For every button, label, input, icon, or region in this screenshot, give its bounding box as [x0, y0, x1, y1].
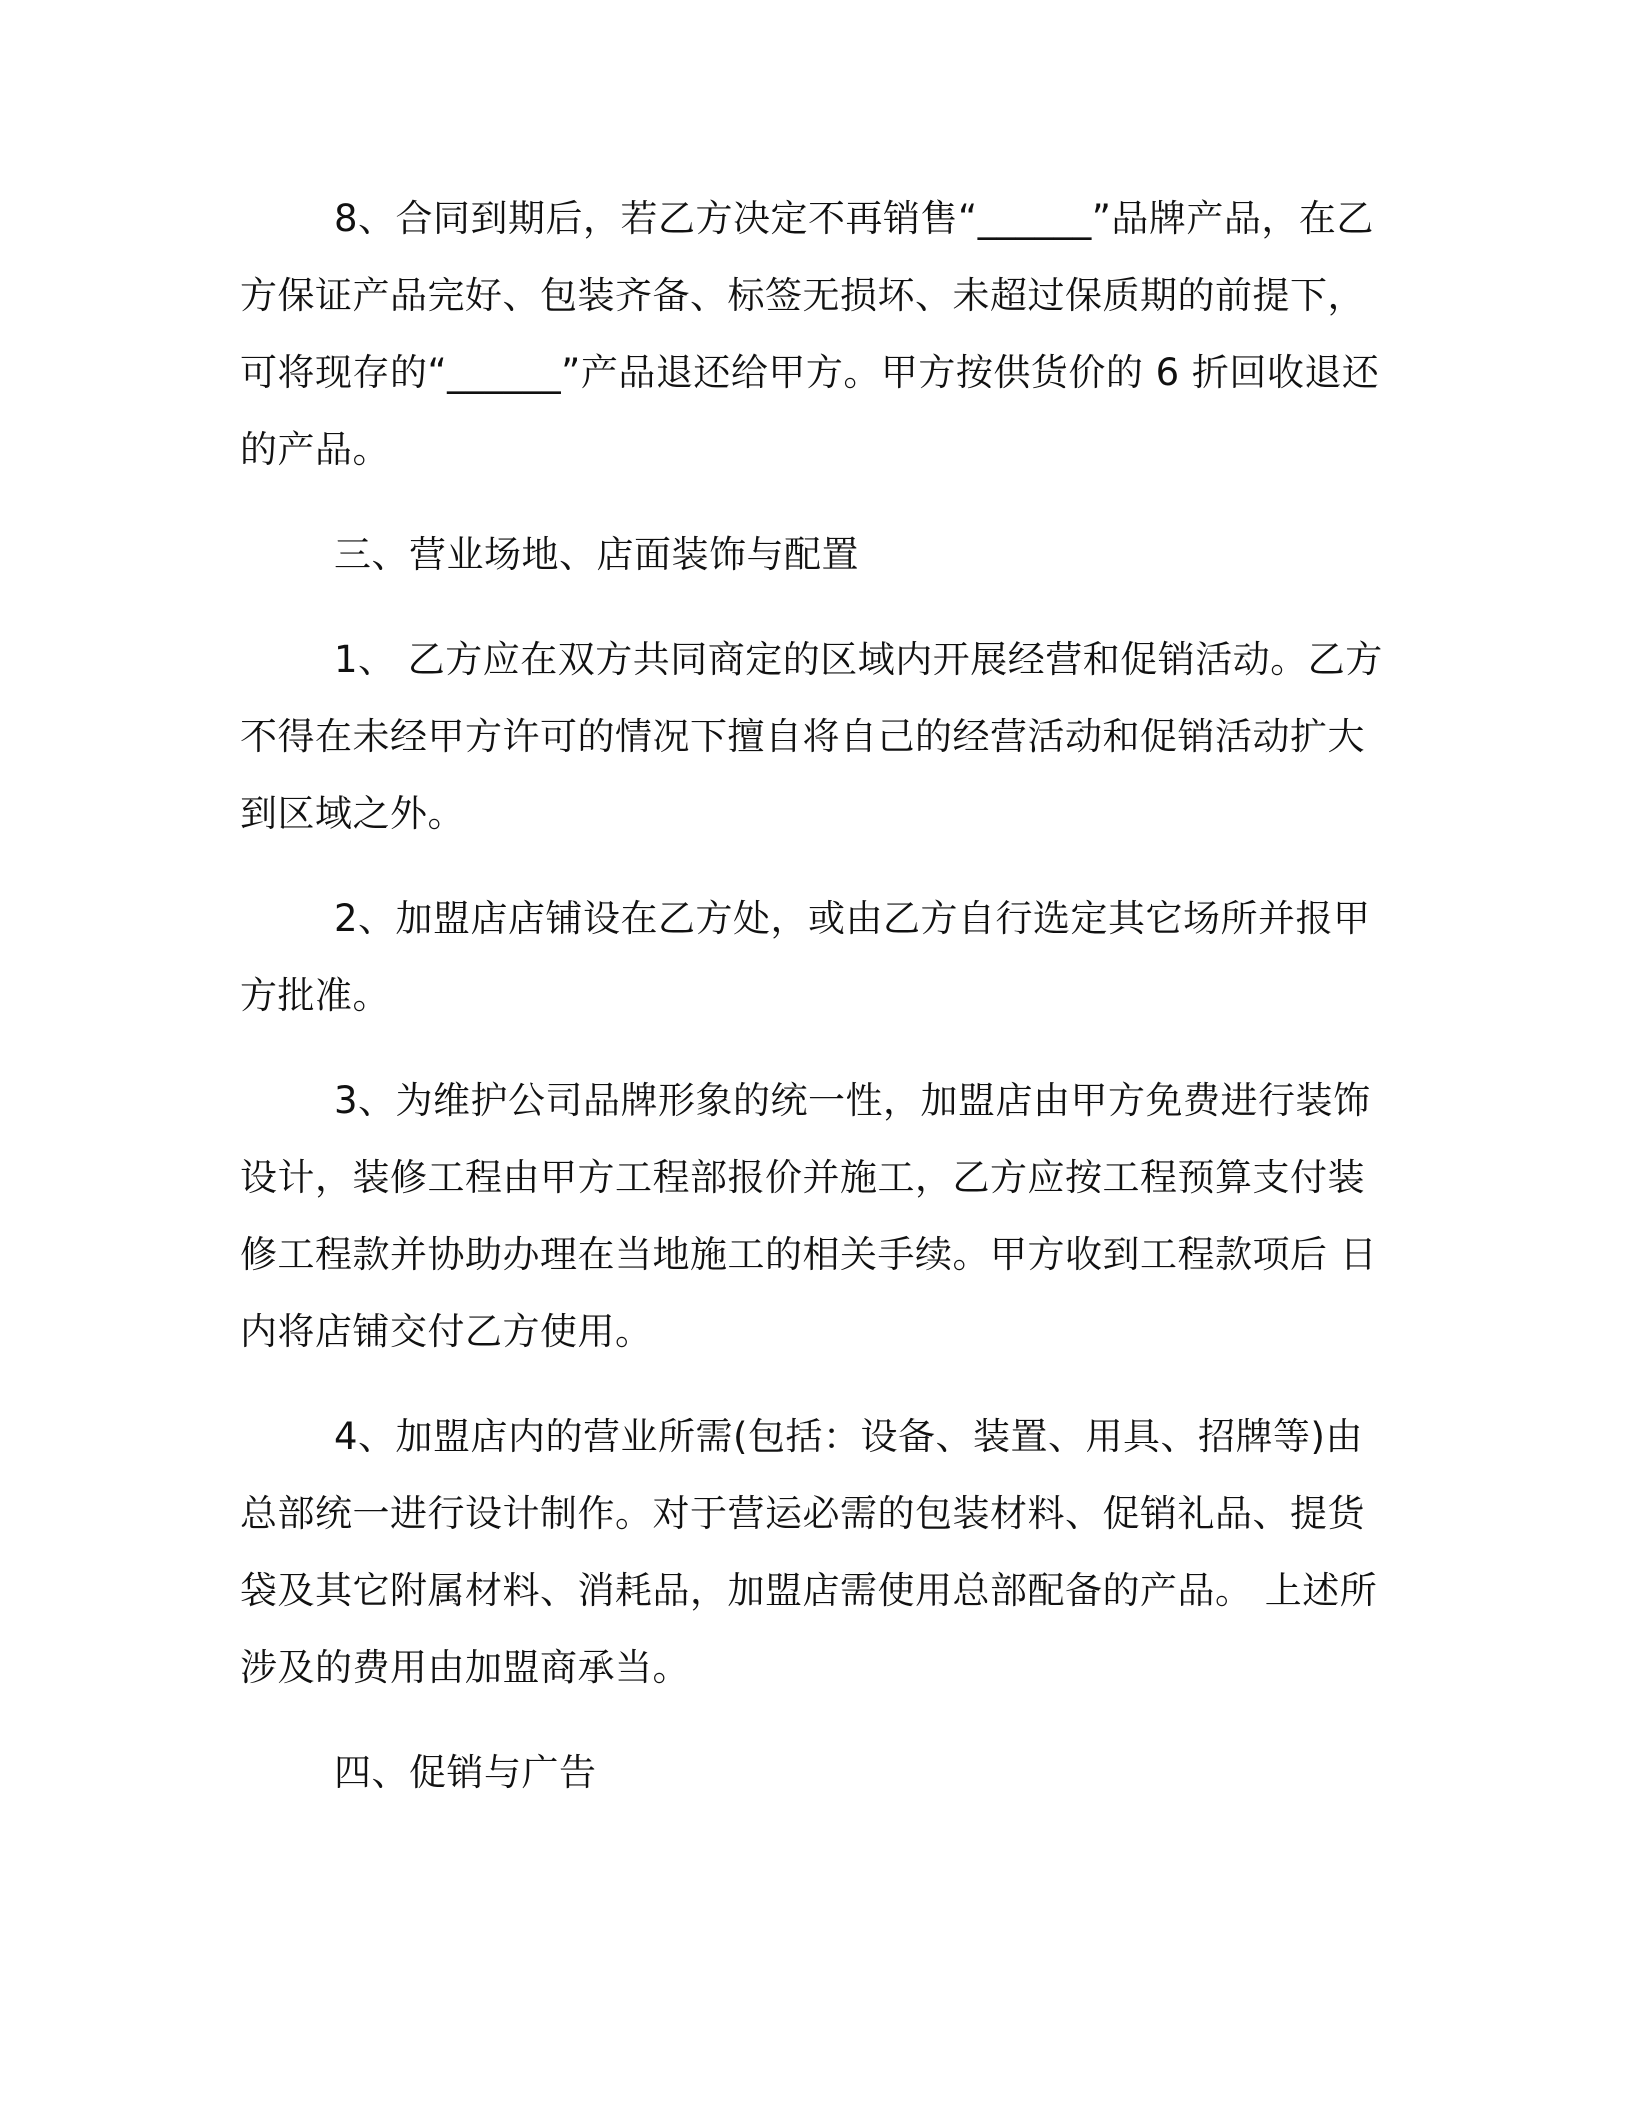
section-heading-3: 三、营业场地、店面装饰与配置: [334, 533, 859, 576]
document-body: [240, 180, 1390, 1839]
paragraph-3-1: 1、 乙方应在双方共同商定的区域内开展经营和促销活动。乙方不得在未经甲方许可的情况下擅自将自己的经营活动和促销活动扩大到区域之外。: [240, 638, 1383, 835]
section-heading-4: 四、促销与广告: [334, 1751, 597, 1794]
paragraph-3-4: 4、加盟店内的营业所需(包括：设备、装置、用具、招牌等)由总部统一进行设计制作。对于营运必需的包装材料、促销礼品、提货袋及其它附属材料、消耗品，加盟店需使用总部配备的产品。 上述所涉及的费用由加盟商承当。: [240, 1415, 1378, 1689]
paragraph-3-2: 2、加盟店店铺设在乙方处，或由乙方自行选定其它场所并报甲方批准。: [240, 897, 1371, 1017]
paragraph-item-8: 8、合同到期后，若乙方决定不再销售“______”品牌产品，在乙方保证产品完好、包装齐备、标签无损坏、未超过保质期的前提下，可将现存的“______”产品退还给甲方。甲方按供货价的 6 折回收退还的产品。: [240, 197, 1380, 471]
paragraph-3-3: 3、为维护公司品牌形象的统一性，加盟店由甲方免费进行装饰设计，装修工程由甲方工程部报价并施工，乙方应按工程预算支付装修工程款并协助办理在当地施工的相关手续。甲方收到工程款项后 日内将店铺交付乙方使用。: [240, 1079, 1378, 1353]
